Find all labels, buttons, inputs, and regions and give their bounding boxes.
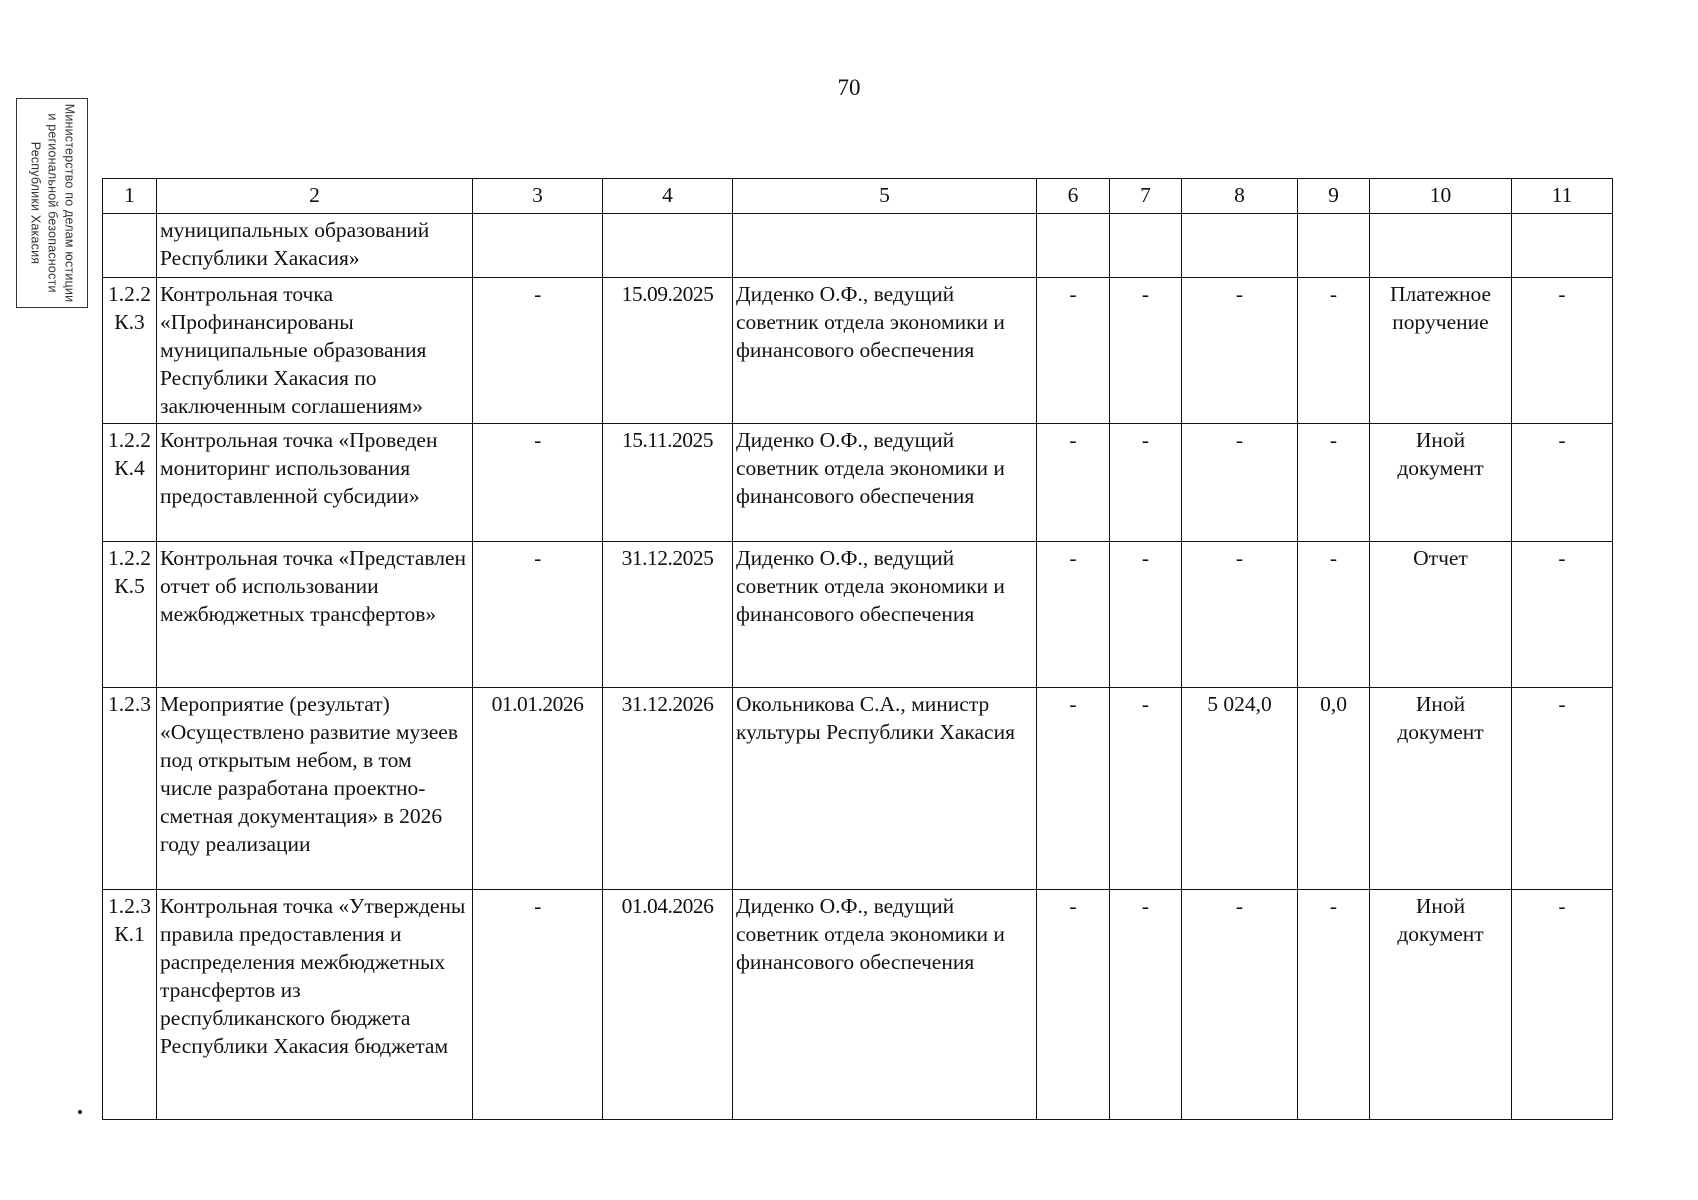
- row-col6-cell: [1037, 214, 1110, 278]
- row-col11-cell: [1512, 214, 1613, 278]
- row-col11-cell: -: [1512, 278, 1613, 424]
- column-header: 11: [1512, 179, 1613, 214]
- column-header: 2: [157, 179, 473, 214]
- table-header-row: [103, 179, 1613, 214]
- row-end-date-cell: 15.09.2025: [603, 278, 733, 424]
- column-header: 5: [733, 179, 1037, 214]
- row-responsible-cell: Диденко О.Ф., ведущий советник отдела экономики и финансового обеспечения: [733, 278, 1037, 424]
- row-col6-cell: -: [1037, 542, 1110, 688]
- column-header: 4: [603, 179, 733, 214]
- schedule-table: [102, 178, 1613, 1120]
- column-header: 7: [1110, 179, 1182, 214]
- table-row: [103, 214, 1613, 278]
- row-col9-cell: [1298, 214, 1370, 278]
- row-start-date-cell: -: [473, 278, 603, 424]
- table-row: [103, 688, 1613, 890]
- row-col6-cell: -: [1037, 424, 1110, 542]
- row-col11-cell: -: [1512, 424, 1613, 542]
- row-col7-cell: -: [1110, 688, 1182, 890]
- row-document-cell: Иной документ: [1370, 424, 1512, 542]
- row-col8-cell: -: [1182, 890, 1298, 1120]
- row-name-cell: Мероприятие (результат) «Осуществлено развитие музеев под открытым небом, в том числе разработана проектно-сметная документация» в 2026 году реализации: [157, 688, 473, 890]
- row-document-cell: Платежное поручение: [1370, 278, 1512, 424]
- row-number-cell: 1.2.2 К.4: [103, 424, 157, 542]
- row-responsible-cell: Окольникова С.А., министр культуры Республики Хакасия: [733, 688, 1037, 890]
- column-header: 10: [1370, 179, 1512, 214]
- row-name-cell: Контрольная точка «Утверждены правила предоставления и распределения межбюджетных трансфертов из республиканского бюджета Республики Хакасия бюджетам: [157, 890, 473, 1120]
- row-col7-cell: [1110, 214, 1182, 278]
- column-header: 3: [473, 179, 603, 214]
- row-end-date-cell: [603, 214, 733, 278]
- row-col8-cell: -: [1182, 278, 1298, 424]
- row-col7-cell: -: [1110, 424, 1182, 542]
- row-name-cell: Контрольная точка «Проведен мониторинг использования предоставленной субсидии»: [157, 424, 473, 542]
- row-col11-cell: -: [1512, 688, 1613, 890]
- row-document-cell: Отчет: [1370, 542, 1512, 688]
- table-row: [103, 542, 1613, 688]
- row-end-date-cell: 31.12.2025: [603, 542, 733, 688]
- table-row: [103, 424, 1613, 542]
- registration-stamp: [16, 98, 88, 308]
- table-row: [103, 278, 1613, 424]
- row-responsible-cell: [733, 214, 1037, 278]
- row-col9-cell: 0,0: [1298, 688, 1370, 890]
- row-document-cell: [1370, 214, 1512, 278]
- row-number-cell: 1.2.3: [103, 688, 157, 890]
- table-row: [103, 890, 1613, 1120]
- row-col11-cell: -: [1512, 890, 1613, 1120]
- row-document-cell: Иной документ: [1370, 890, 1512, 1120]
- row-number-cell: [103, 214, 157, 278]
- row-number-cell: 1.2.2 К.5: [103, 542, 157, 688]
- row-col7-cell: -: [1110, 890, 1182, 1120]
- row-name-cell: муниципальных образований Республики Хакасия»: [157, 214, 473, 278]
- row-start-date-cell: [473, 214, 603, 278]
- column-header: 6: [1037, 179, 1110, 214]
- row-col8-cell: [1182, 214, 1298, 278]
- row-col11-cell: -: [1512, 542, 1613, 688]
- row-number-cell: 1.2.2 К.3: [103, 278, 157, 424]
- row-col6-cell: -: [1037, 688, 1110, 890]
- row-end-date-cell: 31.12.2026: [603, 688, 733, 890]
- row-start-date-cell: -: [473, 542, 603, 688]
- row-responsible-cell: Диденко О.Ф., ведущий советник отдела экономики и финансового обеспечения: [733, 424, 1037, 542]
- row-responsible-cell: Диденко О.Ф., ведущий советник отдела экономики и финансового обеспечения: [733, 542, 1037, 688]
- row-col7-cell: -: [1110, 278, 1182, 424]
- row-col9-cell: -: [1298, 542, 1370, 688]
- row-end-date-cell: 01.04.2026: [603, 890, 733, 1120]
- row-responsible-cell: Диденко О.Ф., ведущий советник отдела экономики и финансового обеспечения: [733, 890, 1037, 1120]
- margin-dot: [78, 1110, 82, 1114]
- column-header: 1: [103, 179, 157, 214]
- row-col9-cell: -: [1298, 424, 1370, 542]
- row-col8-cell: -: [1182, 542, 1298, 688]
- row-document-cell: Иной документ: [1370, 688, 1512, 890]
- row-col9-cell: -: [1298, 890, 1370, 1120]
- row-col6-cell: -: [1037, 890, 1110, 1120]
- page-number: 70: [837, 75, 861, 100]
- row-name-cell: Контрольная точка «Представлен отчет об использовании межбюджетных трансфертов»: [157, 542, 473, 688]
- registration-stamp-text: Министерство по делам юстиции и региональной безопасности Республики Хакасия: [28, 103, 77, 303]
- row-start-date-cell: 01.01.2026: [473, 688, 603, 890]
- row-number-cell: 1.2.3 К.1: [103, 890, 157, 1120]
- row-end-date-cell: 15.11.2025: [603, 424, 733, 542]
- row-start-date-cell: -: [473, 424, 603, 542]
- row-col8-cell: 5 024,0: [1182, 688, 1298, 890]
- column-header: 9: [1298, 179, 1370, 214]
- row-col8-cell: -: [1182, 424, 1298, 542]
- row-start-date-cell: -: [473, 890, 603, 1120]
- row-col7-cell: -: [1110, 542, 1182, 688]
- row-name-cell: Контрольная точка «Профинансированы муниципальные образования Республики Хакасия по заключенным соглашениям»: [157, 278, 473, 424]
- row-col6-cell: -: [1037, 278, 1110, 424]
- column-header: 8: [1182, 179, 1298, 214]
- row-col9-cell: -: [1298, 278, 1370, 424]
